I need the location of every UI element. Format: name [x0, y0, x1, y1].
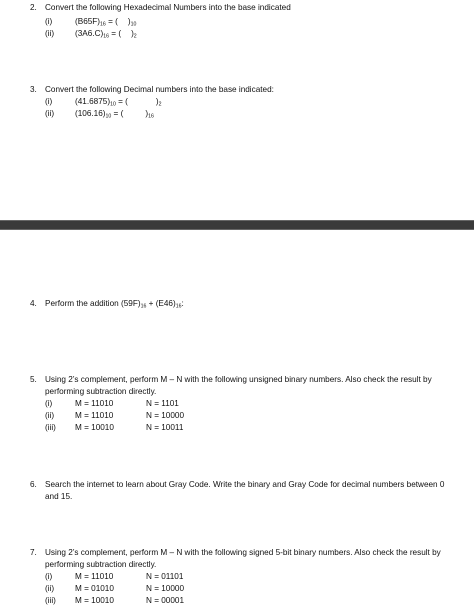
- q2-item-1-roman: (i): [45, 17, 53, 26]
- q5-number: 5.: [30, 375, 37, 384]
- q5-item-3-n: N = 10011: [146, 423, 184, 432]
- q3-item-2-roman: (ii): [45, 109, 55, 118]
- q7-item-1-roman: (i): [45, 572, 53, 581]
- q7-item-3-n: N = 00001: [146, 596, 185, 605]
- q5-item-2-n: N = 10000: [146, 411, 185, 420]
- q5-item-1-n: N = 1101: [146, 399, 179, 408]
- q4-text: Perform the addition $(59F)_{16} + (E46)_{16}$:: [45, 299, 184, 310]
- q6-line-2: and 15.: [45, 492, 73, 501]
- q7-item-3-m: M = 10010: [75, 596, 114, 605]
- q4-number: 4.: [30, 299, 37, 308]
- q7-number: 7.: [30, 548, 37, 557]
- q3-number: 3.: [30, 85, 37, 94]
- q7-item-2-roman: (ii): [45, 584, 55, 593]
- q3-text: Convert the following Decimal numbers into the base indicated:: [45, 85, 274, 94]
- q7-item-2-m: M = 01010: [75, 584, 114, 593]
- q5-line-1: Using 2’s complement, perform M – N with the following unsigned binary numbers. Also check the result by: [45, 375, 432, 384]
- q7-item-2-n: N = 10000: [146, 584, 185, 593]
- q2-item-2-roman: (ii): [45, 29, 55, 38]
- q5-item-2-roman: (ii): [45, 411, 55, 420]
- q7-line-1: Using 2’s complement, perform M – N with the following signed 5-bit binary numbers. Also check the result by: [45, 548, 441, 557]
- q7-line-2: performing subtraction directly.: [45, 560, 157, 569]
- q5-item-2-m: M = 11010: [75, 411, 114, 420]
- q7-item-1-n: N = 01101: [146, 572, 184, 581]
- q2-number: 2.: [30, 3, 37, 12]
- q3-item-1-expression: $(41.6875)_{10}$ = ( )$_2$: [75, 97, 162, 108]
- q6-number: 6.: [30, 480, 37, 489]
- q2-text: Convert the following Hexadecimal Numbers into the base indicated: [45, 3, 291, 12]
- page-break-divider: [0, 220, 474, 230]
- q5-line-2: performing subtraction directly.: [45, 387, 157, 396]
- q3-item-1-roman: (i): [45, 97, 53, 106]
- q7-item-1-m: M = 11010: [75, 572, 114, 581]
- q7-item-3-roman: (iii): [45, 596, 56, 605]
- q5-item-1-m: M = 11010: [75, 399, 114, 408]
- q6-line-1: Search the internet to learn about Gray Code. Write the binary and Gray Code for decimal numbers between 0: [45, 480, 445, 489]
- q5-item-3-m: M = 10010: [75, 423, 114, 432]
- q2-item-1-expression: $(B65F)_{16}$ = ( )$_{10}$: [75, 17, 137, 28]
- q2-item-2-expression: $(3A6.C)_{16}$ = ( )$_2$: [75, 29, 137, 40]
- q5-item-1-roman: (i): [45, 399, 53, 408]
- q5-item-3-roman: (iii): [45, 423, 56, 432]
- q3-item-2-expression: $(106.16)_{10}$ = ( )$_{16}$: [75, 109, 154, 120]
